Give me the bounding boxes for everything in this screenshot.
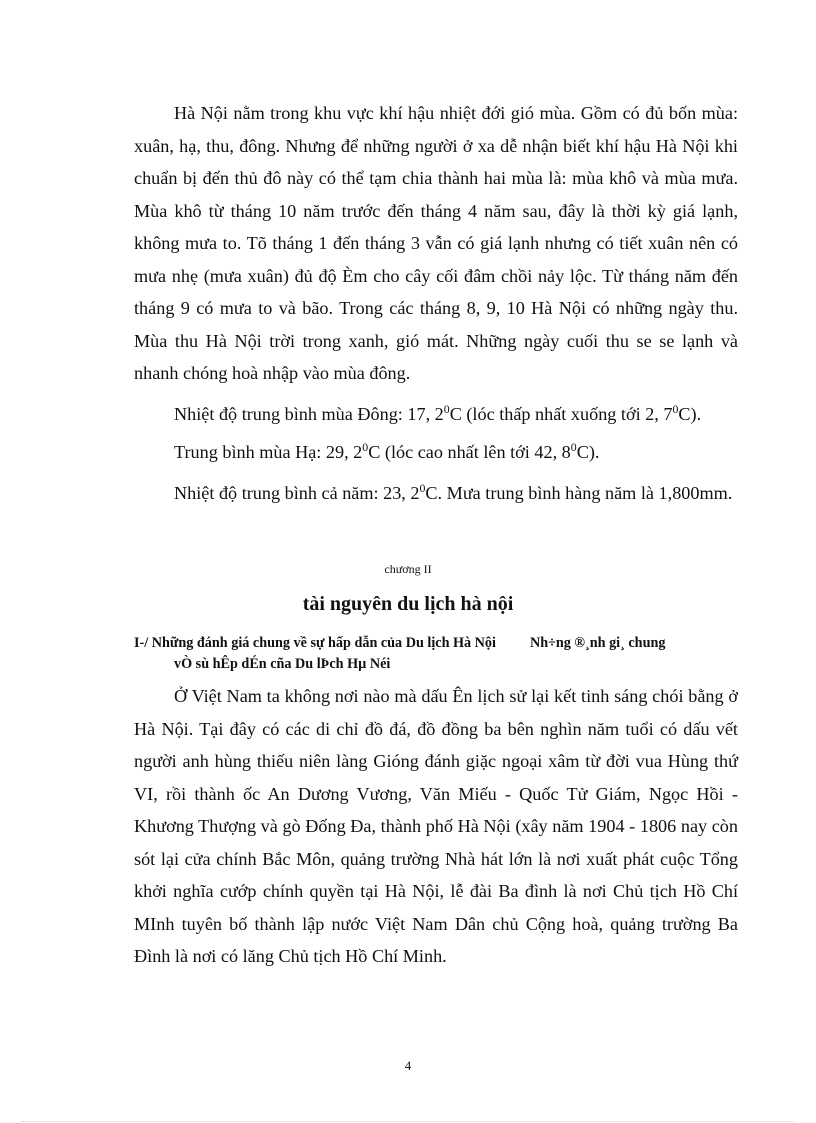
page-bottom-divider xyxy=(22,1121,794,1122)
chapter-label: chương II xyxy=(384,562,432,576)
summer-prefix: Trung bình mùa Hạ: 29, 2 xyxy=(174,442,363,462)
summer-degree-1: 0 xyxy=(362,439,369,454)
section-heading-line2: vÒ sù hÊp dÉn cña Du lÞch Hµ Néi xyxy=(174,656,391,672)
climate-paragraph: Hà Nội nằm trong khu vực khí hậu nhiệt đới gió mùa. Gồm có đủ bốn mùa: xuân, hạ, thu, đông. Nhưng để những người ở xa dễ nhận biết khí hậu Hà Nội khi chuẩn bị đến thủ đô này có thể tạm chia thành hai mùa là: mùa khô và mùa mưa. Mùa khô từ tháng 10 năm trước đến tháng 4 năm sau, đây là thời kỳ giá lạnh, không mưa to. Tõ tháng 1 đến tháng 3 vẫn có giá lạnh nhưng có tiết xuân nên có mưa nhẹ (mưa xuân) đủ độ Èm cho cây cối đâm chồi nảy lộc. Từ tháng năm đến tháng 9 có mưa to và bão. Trong các tháng 8, 9, 10 Hà Nội có những ngày thu. Mùa thu Hà Nội trời trong xanh, gió mát. Những ngày cuối thu se se lạnh và nhanh chóng hoà nhập vào mùa đông. xyxy=(134,103,738,383)
history-paragraph: Ở Việt Nam ta không nơi nào mà dấu Ên lịch sử lại kết tinh sáng chói bằng ở Hà Nội. Tại đây có các di chỉ đồ đá, đồ đồng ba bên nghìn năm tuổi có dấu vết người anh hùng thiếu niên làng Gióng đánh giặc ngoại xâm từ đời vua Hùng thứ VI, rồi thành ốc An Dương Vương, Văn Miếu - Quốc Tử Giám, Ngọc Hồi - Khương Thượng và gò Đống Đa, thành phố Hà Nội (xây năm 1904 - 1806 nay còn sót lại cửa chính Bắc Môn, quảng trường Nhà hát lớn là nơi xuất phát cuộc Tổng khởi nghĩa cướp chính quyền tại Hà Nội, lễ đài Ba đình là nơi Chủ tịch Hồ Chí MInh tuyên bố thành lập nước Việt Nam Dân chủ Cộng hoà, quảng trường Ba Đình là nơi có lăng Chủ tịch Hồ Chí Minh. xyxy=(134,686,738,966)
summer-middle: C (lóc cao nhất lên tới 42, 8 xyxy=(368,442,571,462)
section-heading-line1: I-/ Những đánh giá chung về sự hấp dẫn của Du lịch Hà Nội xyxy=(134,635,496,651)
summer-suffix: C). xyxy=(576,442,600,462)
winter-suffix: C). xyxy=(678,404,702,424)
section-heading-garbled: Nh÷ng ®¸nh gi¸ chung xyxy=(529,635,666,651)
winter-prefix: Nhiệt độ trung bình mùa Đông: 17, 2 xyxy=(174,404,444,424)
summer-temperature-line xyxy=(174,440,774,464)
summer-degree-2: 0 xyxy=(570,439,577,454)
chapter-title: tài nguyên du lịch hà nội xyxy=(302,593,514,615)
page-number: 4 xyxy=(404,1058,412,1073)
winter-temperature-line xyxy=(174,402,774,426)
annual-prefix: Nhiệt độ trung bình cả năm: 23, 2 xyxy=(174,483,420,503)
winter-middle: C (lóc thấp nhất xuống tới 2, 7 xyxy=(449,404,673,424)
annual-temperature-line xyxy=(174,481,774,505)
winter-degree-2: 0 xyxy=(672,401,679,416)
section-heading xyxy=(134,633,738,675)
winter-degree-1: 0 xyxy=(443,401,450,416)
annual-suffix: C. Mưa trung bình hàng năm là 1,800mm. xyxy=(425,483,733,503)
annual-degree: 0 xyxy=(419,480,426,495)
